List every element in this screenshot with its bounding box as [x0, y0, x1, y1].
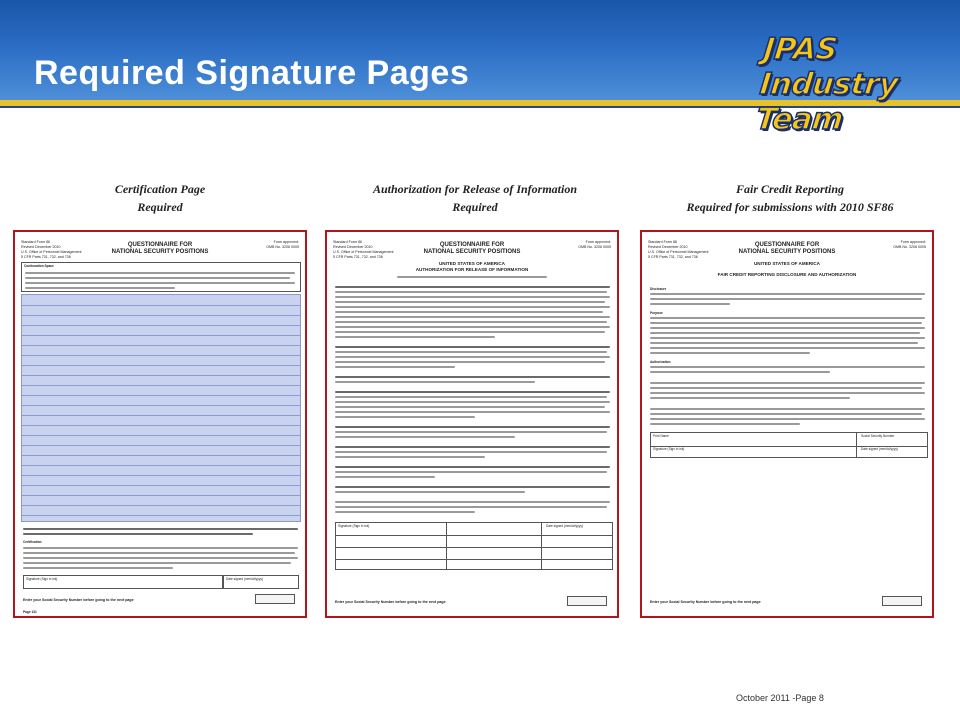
text-line: [650, 327, 925, 329]
continuation-space-area: [21, 294, 301, 522]
text-line: [23, 547, 298, 549]
text-line: [23, 528, 298, 530]
caption-line2: Required for submissions with 2010 SF86: [686, 200, 894, 214]
date-label: Date signed (mm/dd/yyyy): [861, 447, 899, 451]
form-title-line1: QUESTIONNAIRE FOR: [127, 242, 193, 248]
form-revision: Revised December 2010: [21, 245, 61, 249]
fair-credit-page-image: [640, 230, 934, 618]
ssn-entry-box: [567, 596, 607, 606]
text-line: [335, 501, 610, 503]
text-line: [335, 436, 515, 438]
text-line: [335, 351, 607, 353]
certification-heading: Certification: [23, 540, 42, 544]
text-line: [335, 491, 525, 493]
text-line: [397, 276, 547, 278]
text-line: [335, 331, 605, 333]
form-approved: Form approved:: [585, 240, 611, 244]
text-line: [335, 321, 607, 323]
form-revision: Revised December 2010: [333, 245, 373, 249]
ssn-prompt: Enter your Social Security Number before going to the next page: [650, 600, 761, 604]
omb-number: OMB No. 3206 0005: [266, 245, 299, 249]
ssn-entry-box: [255, 594, 295, 604]
jpas-logo: JPAS Industry Team: [754, 32, 900, 137]
text-line: [335, 406, 605, 408]
form-number: Standard Form 86: [21, 240, 50, 244]
text-line: [650, 413, 922, 415]
caption-line2: Required: [137, 200, 183, 214]
text-line: [650, 317, 925, 319]
omb-number: OMB No. 3206 0005: [578, 245, 611, 249]
text-line: [650, 371, 830, 373]
certification-page-image: [13, 230, 307, 618]
caption-certification: [60, 180, 260, 216]
date-field: [223, 575, 299, 589]
text-line: [650, 322, 922, 324]
page-label: Page 131: [23, 610, 37, 614]
form-subtitle-authorization: AUTHORIZATION FOR RELEASE OF INFORMATION: [415, 267, 529, 272]
caption-line2: Required: [452, 200, 498, 214]
date-label: Date signed (mm/dd/yyyy): [226, 577, 264, 581]
text-line: [25, 287, 175, 289]
text-line: [335, 361, 605, 363]
form-title-line2: NATIONAL SECURITY POSITIONS: [738, 249, 836, 255]
signature-label: Signature (Sign in ink): [338, 524, 370, 528]
text-line: [650, 387, 922, 389]
continuation-box: [21, 262, 301, 292]
form-number: Standard Form 86: [648, 240, 677, 244]
page-title: Required Signature Pages: [34, 54, 470, 92]
text-line: [335, 296, 610, 298]
authorization-heading: Authorization: [650, 360, 671, 364]
ssn-entry-box: [882, 596, 922, 606]
form-approved: Form approved:: [273, 240, 299, 244]
text-line: [335, 466, 610, 468]
text-line: [335, 446, 610, 448]
text-line: [650, 293, 925, 295]
text-line: [335, 391, 610, 393]
text-line: [23, 552, 295, 554]
text-line: [650, 298, 922, 300]
text-line: [335, 311, 603, 313]
signature-table: [335, 522, 613, 570]
form-agency: U.S. Office of Personnel Management: [21, 250, 82, 254]
text-line: [25, 272, 295, 274]
print-name-label: Print Name: [653, 434, 669, 438]
form-subtitle-fcra: FAIR CREDIT REPORTING DISCLOSURE AND AUTHORIZATION: [717, 272, 857, 277]
text-line: [335, 476, 435, 478]
text-line: [650, 337, 925, 339]
text-line: [335, 396, 607, 398]
text-line: [335, 286, 610, 288]
caption-authorization: [320, 180, 630, 216]
form-cfr: 5 CFR Parts 731, 732, and 736: [648, 255, 698, 259]
date-label: Date signed (mm/dd/yyyy): [546, 524, 584, 528]
text-line: [335, 486, 610, 488]
text-line: [335, 326, 610, 328]
caption-fair-credit: [640, 180, 940, 216]
text-line: [335, 506, 607, 508]
text-line: [650, 342, 918, 344]
form-title: [15, 242, 305, 256]
fcra-signature-table: [650, 432, 928, 458]
text-line: [335, 416, 475, 418]
omb-number: OMB No. 3206 0005: [893, 245, 926, 249]
ssn-prompt: Enter your Social Security Number before going to the next page: [335, 600, 446, 604]
text-line: [335, 426, 610, 428]
form-approved: Form approved:: [900, 240, 926, 244]
form-subtitle-country: UNITED STATES OF AMERICA: [753, 261, 820, 266]
text-line: [650, 352, 810, 354]
form-title-line2: NATIONAL SECURITY POSITIONS: [423, 249, 521, 255]
text-line: [335, 291, 607, 293]
text-line: [335, 456, 485, 458]
text-line: [335, 431, 607, 433]
text-line: [650, 418, 925, 420]
continuation-label: Continuation Space: [24, 264, 54, 268]
slide-footer: October 2011 -Page 8: [736, 693, 824, 703]
text-line: [650, 408, 925, 410]
text-line: [335, 306, 610, 308]
text-line: [335, 451, 607, 453]
text-line: [23, 567, 173, 569]
text-line: [650, 397, 850, 399]
form-title-line1: QUESTIONNAIRE FOR: [754, 242, 820, 248]
caption-line1: Certification Page: [114, 182, 206, 196]
text-line: [335, 336, 495, 338]
text-line: [335, 346, 610, 348]
text-line: [650, 332, 920, 334]
form-subtitle-country: UNITED STATES OF AMERICA: [438, 261, 505, 266]
text-line: [335, 366, 455, 368]
form-cfr: 5 CFR Parts 731, 732, and 736: [333, 255, 383, 259]
form-title-line1: QUESTIONNAIRE FOR: [439, 242, 505, 248]
form-number: Standard Form 86: [333, 240, 362, 244]
caption-line1: Authorization for Release of Information: [372, 182, 578, 196]
text-line: [335, 511, 475, 513]
text-line: [335, 301, 605, 303]
text-line: [25, 282, 295, 284]
text-line: [335, 356, 610, 358]
text-line: [335, 381, 535, 383]
form-title-line2: NATIONAL SECURITY POSITIONS: [111, 249, 209, 255]
text-line: [25, 277, 290, 279]
text-line: [650, 303, 730, 305]
text-line: [650, 366, 925, 368]
text-line: [335, 411, 610, 413]
text-line: [23, 557, 298, 559]
text-line: [23, 533, 253, 535]
disclosure-heading: Disclosure: [650, 287, 667, 291]
signature-label: Signature (Sign in ink): [26, 577, 58, 581]
text-line: [650, 423, 800, 425]
form-cfr: 5 CFR Parts 731, 732, and 736: [21, 255, 71, 259]
text-line: [335, 316, 610, 318]
purpose-heading: Purpose: [650, 311, 663, 315]
form-revision: Revised December 2010: [648, 245, 688, 249]
text-line: [650, 382, 925, 384]
text-line: [650, 392, 925, 394]
text-line: [650, 347, 925, 349]
form-agency: U.S. Office of Personnel Management: [648, 250, 709, 254]
form-title: [327, 242, 617, 256]
text-line: [335, 471, 607, 473]
signature-field: [23, 575, 223, 589]
form-agency: U.S. Office of Personnel Management: [333, 250, 394, 254]
signature-label: Signature (Sign in ink): [653, 447, 685, 451]
ssn-prompt: Enter your Social Security Number before going to the next page: [23, 598, 134, 602]
form-title: [642, 242, 932, 256]
text-line: [335, 376, 610, 378]
text-line: [335, 401, 610, 403]
text-line: [23, 562, 291, 564]
caption-line1: Fair Credit Reporting: [735, 182, 845, 196]
authorization-page-image: [325, 230, 619, 618]
ssn-label: Social Security Number: [861, 434, 895, 438]
